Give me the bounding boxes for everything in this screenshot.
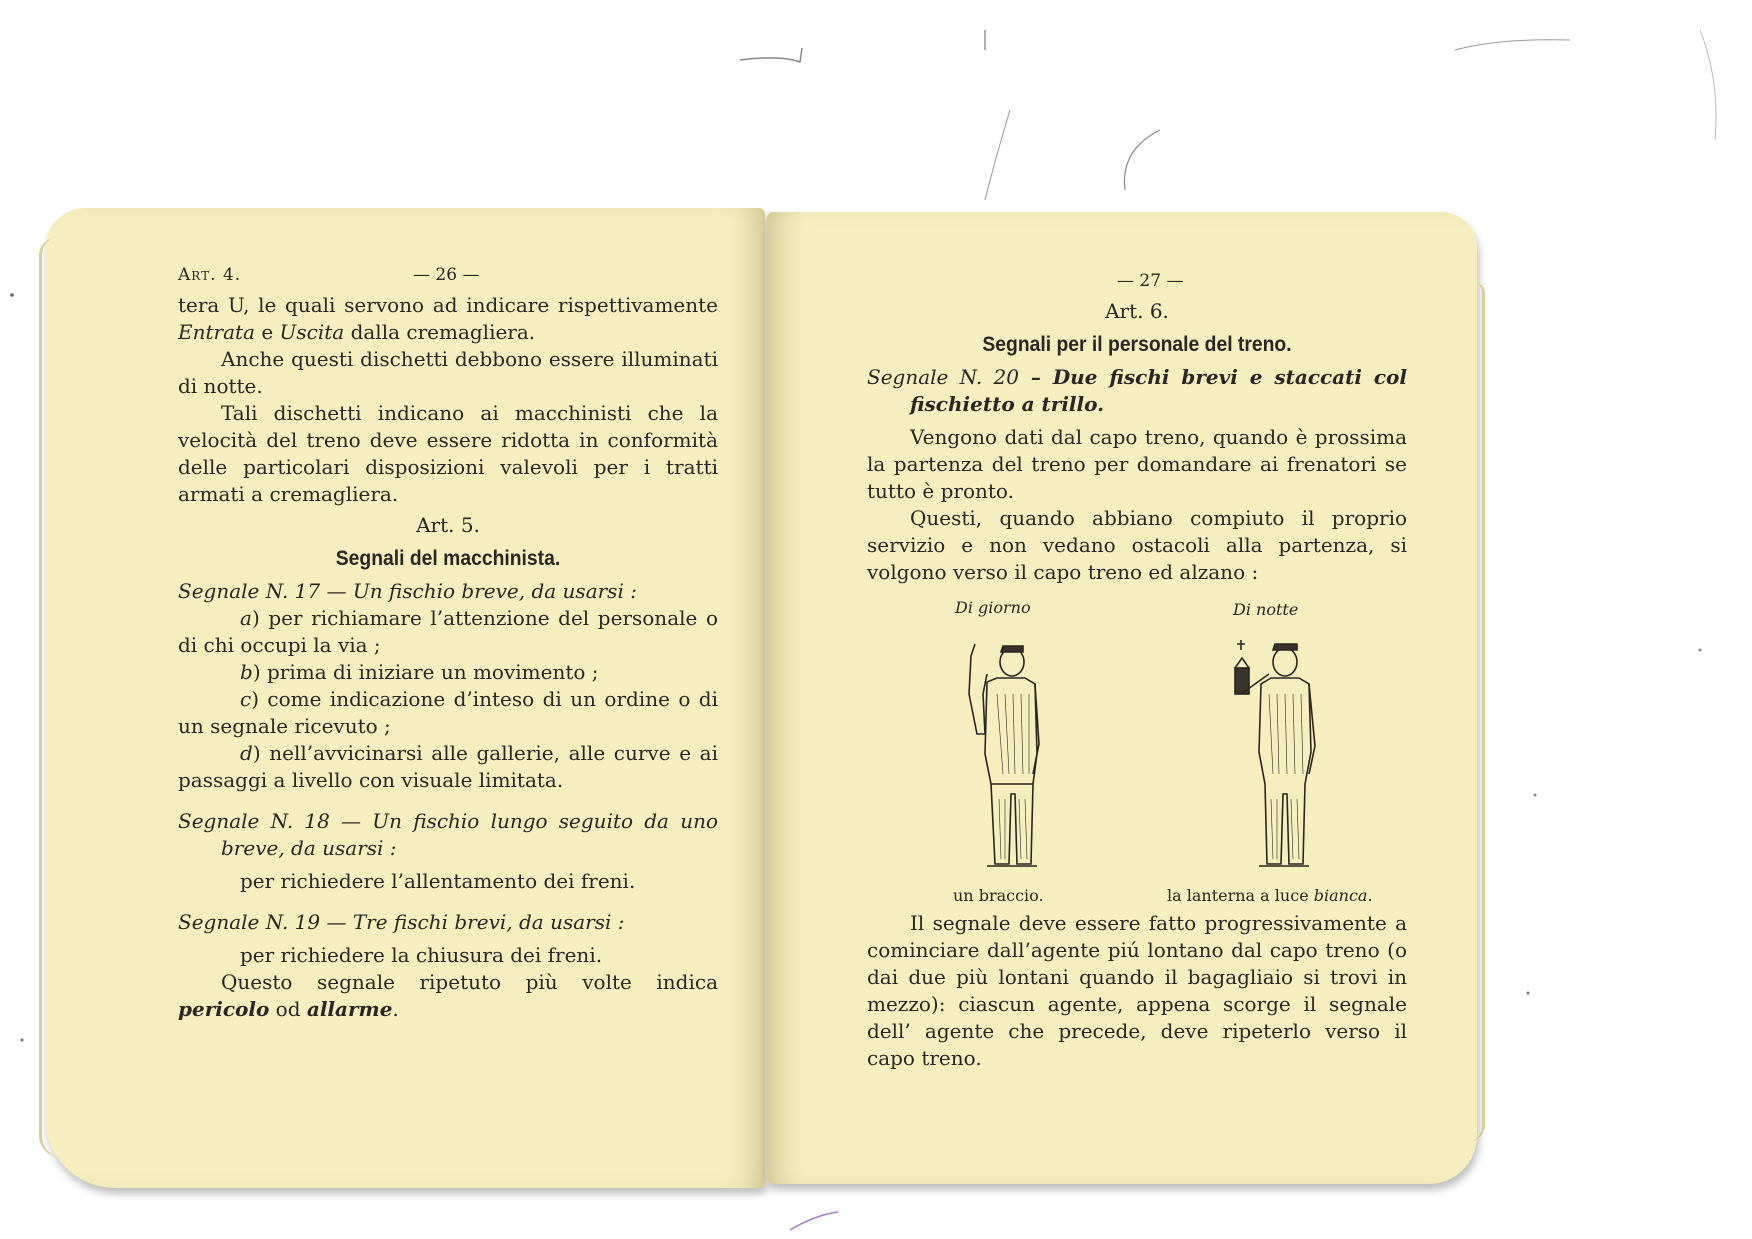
- article-6-heading: Art. 6.: [1105, 299, 1169, 323]
- caption-night: Di notte: [1233, 600, 1299, 619]
- figures-area: [867, 590, 1407, 910]
- figure-arm-raised: [947, 634, 1077, 874]
- page-number-26: — 26 —: [413, 265, 480, 285]
- signal-18-heading: Segnale N. 18 — Un fischio lungo seguito da uno breve, da usarsi :: [178, 809, 718, 860]
- signal-17-item-a: a) per richiamare l’attenzione del personale o di chi occupi la via ;: [178, 606, 718, 657]
- left-header: [178, 262, 718, 292]
- paragraph-macchinisti: Tali dischetti indicano ai macchinisti che la velocità del treno deve essere ridotta in conformità delle particolari disposizioni valevoli per i tratti armati a cremagliera.: [178, 401, 718, 506]
- signal-17-heading: Segnale N. 17 — Un fischio breve, da usarsi :: [178, 579, 637, 603]
- caption-day: Di giorno: [955, 598, 1031, 617]
- page-edge-right: [1468, 282, 1485, 1142]
- running-article-label: Art. 4.: [178, 265, 242, 285]
- left-page: [45, 208, 765, 1188]
- label-un-braccio: un braccio.: [953, 886, 1044, 905]
- signal-17-item-b: b) prima di iniziare un movimento ;: [240, 660, 599, 684]
- signal-19-heading: Segnale N. 19 — Tre fischi brevi, da usarsi :: [178, 910, 625, 934]
- right-page-content: [867, 268, 1407, 1072]
- label-lanterna: la lanterna a luce bianca.: [1167, 886, 1373, 905]
- section-title-macchinista: Segnali del macchinista.: [335, 547, 561, 570]
- open-booklet: [45, 208, 1480, 1188]
- signal-20-heading: Segnale N. 20 – Due fischi brevi e staccati col fischietto a trillo.: [867, 365, 1407, 416]
- page-number-27: — 27 —: [1117, 271, 1184, 291]
- signal-17-item-c: c) come indicazione d’inteso di un ordine o di un segnale ricevuto ;: [178, 687, 718, 738]
- left-page-content: [178, 262, 718, 1023]
- paragraph-frenatori: Questi, quando abbiano compiuto il proprio servizio e non vedano ostacoli alla partenza, si volgono verso il capo treno ed alzano :: [867, 506, 1407, 584]
- page-edge-left: [39, 238, 62, 1158]
- paragraph-segnale-progressivo: Il segnale deve essere fatto progressivamente a cominciare dall’agente piú lontano dal capo treno (o dai due più lontani quando il bagagliaio si trovi in mezzo): ciascun agente, appena scorge il segnale dell’ agente che precede, deve ripeterlo verso il capo treno.: [867, 911, 1407, 1070]
- section-title-personale: Segnali per il personale del treno.: [982, 333, 1292, 356]
- signal-19-note: Questo segnale ripetuto più volte indica pericolo od allarme.: [178, 970, 718, 1021]
- figure-lantern-raised: [1219, 634, 1349, 874]
- paragraph-capo-treno: Vengono dati dal capo treno, quando è prossima la partenza del treno per domandare ai frenatori se tutto è pronto.: [867, 425, 1407, 503]
- right-page: [767, 212, 1477, 1184]
- right-header: [867, 268, 1407, 298]
- signal-17-item-d: d) nell’avvicinarsi alle gallerie, alle curve e ai passaggi a livello con visuale limitata.: [178, 741, 718, 792]
- signal-18-text: per richiedere l’allentamento dei freni.: [240, 869, 636, 893]
- paragraph-illuminati: Anche questi dischetti debbono essere illuminati di notte.: [178, 347, 718, 398]
- article-5-heading: Art. 5.: [416, 513, 480, 537]
- paragraph-cremagliera: tera U, le quali servono ad indicare rispettivamente Entrata e Uscita dalla cremagliera.: [178, 293, 718, 344]
- signal-19-text: per richiedere la chiusura dei freni.: [240, 943, 603, 967]
